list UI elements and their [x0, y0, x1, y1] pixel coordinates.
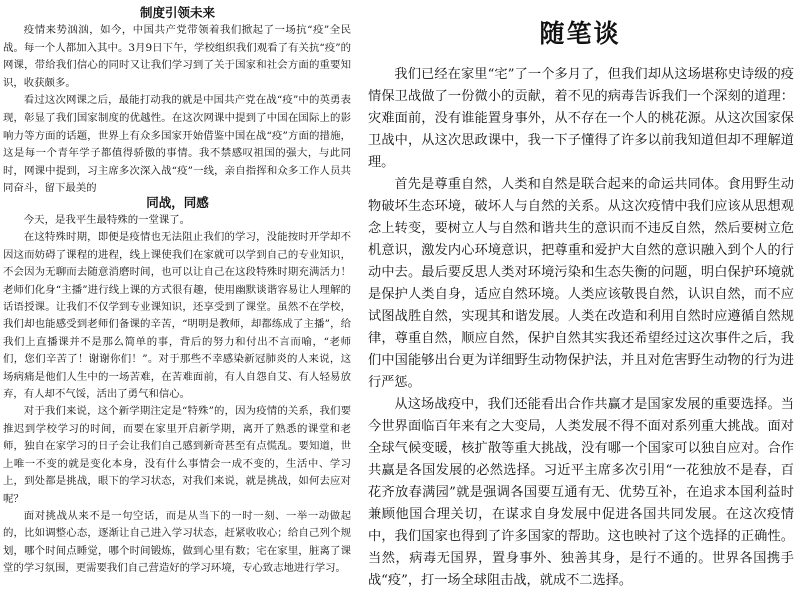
right-column — [360, 0, 800, 588]
paragraph: 看过这次网课之后，最能打动我的就是中国共产党在战“疫”中的英勇表现，彰显了我们国家制度的优越性。在这次网课中提到了中国在国际上的影响力等方面的话题，世界上有众多国家开始借鉴中国在战“疫”方面的措施，这是每一个青年学子都值得骄傲的事情。我不禁感叹祖国的强大，与此同时，网课中提到，习主席多次深入战“疫”一线，亲自指挥和众多工作人员共同奋斗，留下最美的 — [3, 94, 351, 195]
left-column — [0, 0, 355, 575]
section-together-body — [3, 212, 351, 578]
paragraph: 面对挑战从来不是一句空话，而是从当下的一时一刻、一举一动做起的，比如调整心态，逐渐让自己进入学习状态，赶紧收收心；给自己列个规划，哪个时间点睡觉，哪个时间锻炼，做到心里有数；宅在家里，脏离了课堂的学习氛围，更需要我们自己营造好的学习环境，专心致志地进行学习。 — [3, 509, 351, 575]
essay-body — [368, 64, 794, 592]
section-institution-body — [3, 22, 351, 198]
section-title-institution: 制度引领未来 — [139, 5, 215, 20]
essay-title: 随笔谈 — [539, 19, 621, 48]
paragraph: 对于我们来说，这个新学期注定是“特殊”的，因为疫情的关系，我们要推迟到学校学习的时间，而要在家里开启新学期，离开了熟悉的课堂和老师，独自在家学习的日子会让我们自己感到新奇甚至有点慌乱。要知道，世上唯一不变的就是变化本身，没有什么事情会一成不变的，生活中、学习上，到处都是挑战，眼下的学习状态，对我们来说，就是挑战，如何去应对呢？ — [3, 405, 351, 505]
paragraph: 今天，是我平生最特殊的一堂课了。 — [23, 214, 191, 226]
section-title-together: 同战，同感 — [146, 195, 209, 210]
paragraph: 我们已经在家里“宅”了一个多月了，但我们却从这场堪称史诗级的疫情保卫战做了一份微小的贡献，着不见的病毒告诉我们一个深刻的道理：灾难面前，没有谁能置身事外，从不存在一个人的桃花源。从这次国家保卫战中，从这次思政课中，我一下子懂得了许多以前我知道但却不理解道理。 — [368, 67, 794, 170]
paragraph: 从这场战疫中，我们还能看出合作共赢才是国家发展的重要选择。当今世界面临百年来有之大变局，人类发展不得不面对系列重大挑战。面对全球气候变暖，核扩散等重大挑战，没有哪一个国家可以独自应对。合作共赢是各国发展的必然选择。习近平主席多次引用“一花独放不是春，百花齐放春满园”就是强调各国要互通有无、优势互补，在追求本国利益时兼顾他国合理关切，在谋求自身发展中促进各国共同发展。在这次疫情中，我们国家也得到了许多国家的帮助。这也映衬了这个选择的正确性。当然，病毒无国界，置身事外、独善其身，是行不通的。世界各国携手战“疫”，打一场全球阻击战，就成不二选择。 — [368, 397, 794, 588]
paragraph: 在这特殊时期，即便是疫情也无法阻止我们的学习，没能按时开学却不因这而妨碍了课程的进程，线上课使我们在家就可以学到自己的专业知识，不会因为无聊而去随意消磨时间，也可以让自己在这段特殊时期充满活力！老师们化身“主播”进行线上课的方式很有趣，使用幽默谈谐容易让人理解的话语授课。让我们不仅学到专业课知识，还享受到了课堂。虽然不在学校，我们却也能感受到老师们备课的辛苦，“明明是教师，却都练成了主播”，给我们上直播课并不是那么简单的事，背后的努力和付出不言而喻，“老师们，您们辛苦了！谢谢你们！”。对于那些不幸感染新冠肺炎的人来说，这场病痛是他们人生中的一场苦难，在苦难面前，有人自怨自艾、有人轻易放弃，有人却不气馁，活出了勇气和信心。 — [3, 231, 351, 401]
paragraph: 疫情来势汹汹，如今，中国共产党带领着我们掀起了一场抗“疫”全民战。每一个人都加入其中。3月9日下午，学校组织我们观看了有关抗“疫”的网课，带给我们信心的同时又让我们学习到了关于国家和社会方面的重要知识，收获颇多。 — [3, 24, 351, 89]
paragraph: 首先是尊重自然，人类和自然是联合起来的命运共同体。食用野生动物破坏生态环境，破坏人与自然的关系。从这次疫情中我们应该从思想观念上转变，要树立人与自然和谐共生的意识而不违反自然，然后要树立危机意识，激发内心环境意识，把尊重和爱护大自然的意识融入到个人的行动中去。最后要反思人类对环境污染和生态失衡的问题，明白保护环境就是保护人类自身，适应自然环境。人类应该敬畏自然，认识自然，而不应试图战胜自然，实现其和谐发展。人类在改造和利用自然时应遵循自然规律，尊重自然，顺应自然，保护自然其实我还希望经过这次事件之后，我们中国能够出台更为详细野生动物保护法，并且对危害野生动物的行为进行严惩。 — [368, 177, 794, 390]
